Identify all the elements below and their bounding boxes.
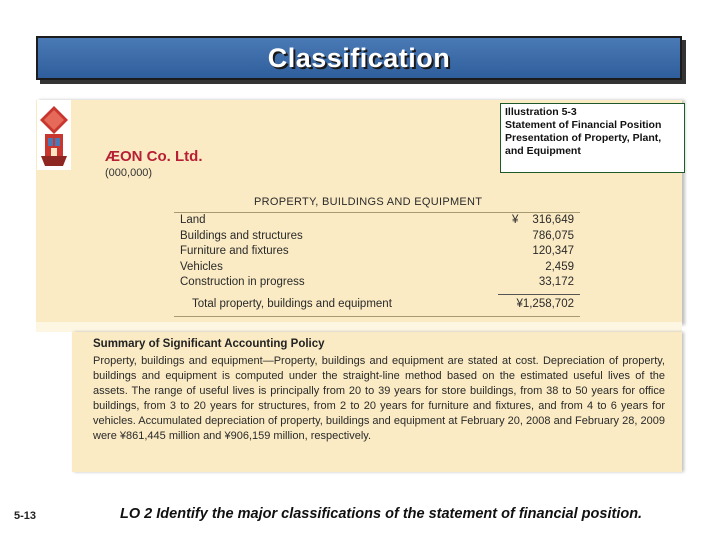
line-item-label: Furniture and fixtures: [180, 245, 289, 257]
policy-title: Summary of Significant Accounting Policy: [93, 338, 325, 350]
section-heading: PROPERTY, BUILDINGS AND EQUIPMENT: [254, 196, 483, 208]
slide-title: Classification: [267, 42, 451, 73]
callout-line-2: Statement of Financial Position: [505, 119, 662, 131]
slide-number: 5-13: [14, 510, 37, 522]
line-item-land: [180, 214, 574, 230]
table-bottom-rule: [174, 316, 580, 317]
callout-line-1: Illustration 5-3: [505, 106, 577, 118]
line-item-value: 120,347: [532, 245, 574, 257]
document-separator: [36, 322, 682, 332]
callout-line-3: Presentation of Property, Plant,: [505, 132, 662, 144]
company-name: ÆON Co. Ltd.: [105, 148, 203, 165]
total-value: ¥1,258,702: [516, 298, 574, 310]
currency-symbol: ¥: [512, 214, 519, 226]
illustration-callout: [500, 103, 685, 173]
line-item-value: 786,075: [532, 229, 574, 242]
company-logo-icon: [37, 100, 71, 170]
line-item-label: Land: [180, 214, 206, 226]
line-item-vehicles: [180, 261, 574, 277]
line-item-value: 33,172: [538, 276, 574, 288]
slide-title-bar: [36, 36, 682, 80]
heading-rule: [174, 212, 580, 213]
subtotal-rule: [498, 294, 580, 295]
line-item-value: 2,459: [545, 260, 574, 273]
line-item-construction: [180, 276, 574, 292]
line-item-furniture: [180, 245, 574, 261]
line-item-label: Vehicles: [180, 260, 223, 273]
line-item-label: Buildings and structures: [180, 229, 303, 242]
callout-line-4: and Equipment: [505, 145, 581, 157]
units-label: (000,000): [105, 167, 153, 179]
line-item-label: Construction in progress: [180, 276, 305, 288]
total-label: Total property, buildings and equipment: [192, 298, 392, 310]
line-item-buildings: [180, 230, 574, 246]
learning-objective: LO 2 Identify the major classifications of the statement of financial position.: [120, 506, 643, 522]
policy-text: Property, buildings and equipment—Property, buildings and equipment are stated at cost. Depreciation of property, buildings and equipment is computed under the straight-line method based on the estimated useful lives of the assets. The range of useful lives is principally from 20 to 39 years for store buildings, from 38 to 50 years for office buildings, from 3 to 20 years for structures, from 2 to 20 years for furniture and fixtures, and from 4 to 6 years for vehicles. Accumulated depreciation of property, buildings and equipment at February 20, 2008 and February 28, 2009 were ¥861,445 million and ¥906,159 million, respectively.: [93, 355, 665, 442]
line-item-value: 316,649: [532, 214, 574, 226]
line-items: [180, 214, 574, 292]
total-row: [192, 298, 574, 313]
